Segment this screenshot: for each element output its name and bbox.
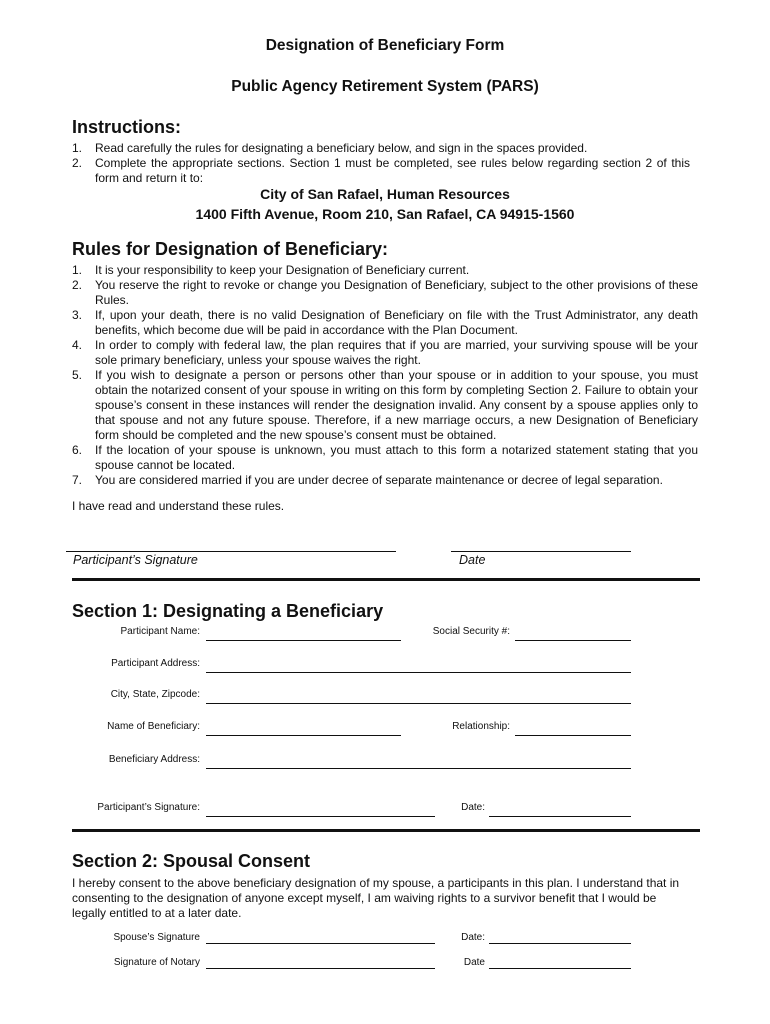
participant-signature-line[interactable] xyxy=(66,551,396,552)
form-title: Designation of Beneficiary Form xyxy=(265,37,505,54)
section-divider xyxy=(72,829,700,832)
beneficiary-name-field[interactable] xyxy=(206,735,401,736)
section-divider xyxy=(72,578,700,581)
list-item: 7. You are considered married if you are under decree of separate maintenance or decree of legal separation. xyxy=(72,473,663,487)
notary-signature-label: Signature of Notary xyxy=(113,957,200,968)
rules-heading: Rules for Designation of Beneficiary: xyxy=(72,239,389,259)
list-item: 2. You reserve the right to revoke or change you Designation of Beneficiary, subject to the other provisions of these Rules. xyxy=(72,278,698,307)
spouse-date-label: Date: xyxy=(461,932,485,943)
return-address-line1: City of San Rafael, Human Resources xyxy=(260,186,510,202)
return-address-line2: 1400 Fifth Avenue, Room 210, San Rafael, CA 94915-1560 xyxy=(195,206,575,222)
list-item: 6. If the location of your spouse is unknown, you must attach to this form a notarized statement stating that you spouse cannot be located. xyxy=(72,443,698,472)
participant-address-label: Participant Address: xyxy=(111,658,200,669)
rules-date-label: Date xyxy=(459,553,486,567)
notary-date-field[interactable] xyxy=(489,968,631,969)
list-item: 4. In order to comply with federal law, the plan requires that if you are married, your surviving spouse will be your sole primary beneficiary, unless your spouse waives the right. xyxy=(72,338,698,367)
participant-signature-label: Participant’s Signature xyxy=(73,553,198,567)
beneficiary-address-label: Beneficiary Address: xyxy=(108,754,200,765)
list-item: 3. If, upon your death, there is no valid Designation of Beneficiary on file with the Trust Administrator, any death benefits, which become due will be paid in accordance with the Plan Document. xyxy=(72,308,698,337)
spouse-signature-label: Spouse’s Signature xyxy=(113,932,200,943)
city-state-zip-field[interactable] xyxy=(206,703,631,704)
beneficiary-name-label: Name of Beneficiary: xyxy=(107,721,200,732)
list-item: 1. It is your responsibility to keep your Designation of Beneficiary current. xyxy=(72,263,470,277)
spouse-signature-field[interactable] xyxy=(206,943,435,944)
participant-signature-label-s1: Participant’s Signature: xyxy=(97,802,200,813)
ssn-field[interactable] xyxy=(515,640,631,641)
instructions-heading: Instructions: xyxy=(72,117,182,137)
acknowledgement-text: I have read and understand these rules. xyxy=(72,499,285,513)
section1-date-label: Date: xyxy=(461,802,485,813)
participant-address-field[interactable] xyxy=(206,672,631,673)
beneficiary-address-field[interactable] xyxy=(206,768,631,769)
rules-date-line[interactable] xyxy=(451,551,631,552)
section1-heading: Section 1: Designating a Beneficiary xyxy=(72,601,384,621)
participant-name-label: Participant Name: xyxy=(120,626,200,637)
list-item: 5. If you wish to designate a person or persons other than your spouse or in addition to your spouse, you must obtain the notarized consent of your spouse in writing on this form by completing Section 2. Failure to obtain your spouse’s consent in these instances will render the designation invalid. Any consent by a spouse applies only to that spouse and not any future spouse. Therefore, if a new marriage occurs, a new Designation of Beneficiary form should be completed and the new spouse’s consent must be obtained. xyxy=(72,368,698,442)
participant-name-field[interactable] xyxy=(206,640,401,641)
rules-list xyxy=(72,263,698,488)
form-subtitle: Public Agency Retirement System (PARS) xyxy=(231,78,539,95)
relationship-label: Relationship: xyxy=(452,721,510,732)
instructions-list xyxy=(72,141,690,186)
list-item: 2. Complete the appropriate sections. Section 1 must be completed, see rules below regarding section 2 of this form and return it to: xyxy=(72,156,690,185)
city-state-zip-label: City, State, Zipcode: xyxy=(110,689,200,700)
list-item: 1. Read carefully the rules for designating a beneficiary below, and sign in the spaces provided. xyxy=(72,141,588,155)
section2-heading: Section 2: Spousal Consent xyxy=(72,851,311,871)
spousal-consent-text: I hereby consent to the above beneficiary designation of my spouse, a participants in this plan. I understand that in consenting to the designation of anyone except myself, I am waiving rights to a survivor benefit that I would be legally entitled to at a later date. xyxy=(72,876,680,920)
participant-signature-field[interactable] xyxy=(206,816,435,817)
notary-date-label: Date xyxy=(463,957,485,968)
spouse-date-field[interactable] xyxy=(489,943,631,944)
section1-date-field[interactable] xyxy=(489,816,631,817)
ssn-label: Social Security #: xyxy=(432,626,510,637)
relationship-field[interactable] xyxy=(515,735,631,736)
notary-signature-field[interactable] xyxy=(206,968,435,969)
